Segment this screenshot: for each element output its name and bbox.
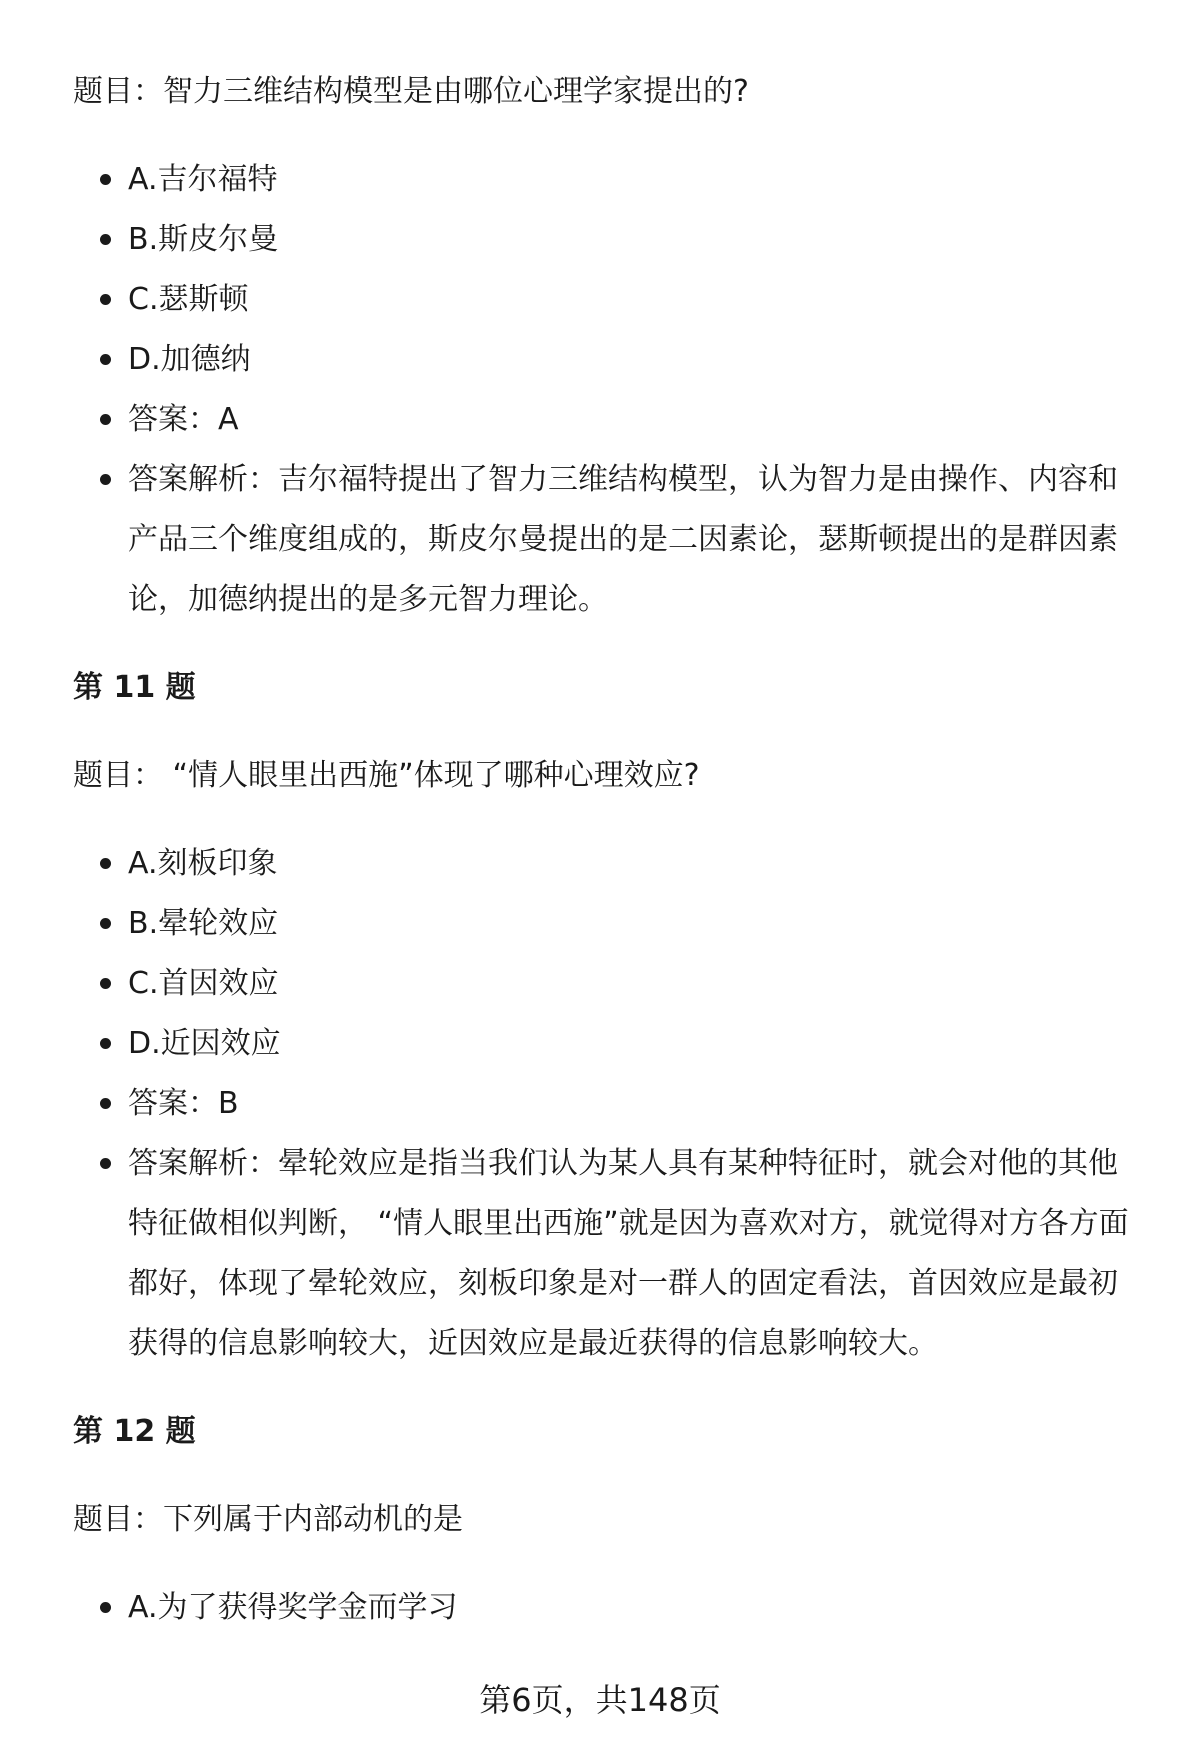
answer: 答案：B <box>73 1074 1143 1134</box>
question-heading: 第 11 题 <box>73 670 196 705</box>
answer-explanation: 答案解析：吉尔福特提出了智力三维结构模型，认为智力是由操作、内容和产品三个维度组成的，斯皮尔曼提出的是二因素论，瑟斯顿提出的是群因素论，加德纳提出的是多元智力理论。 <box>73 450 1143 630</box>
answer: 答案：A <box>73 390 1143 450</box>
option-d: D.加德纳 <box>73 330 1143 390</box>
page-number-footer: 第6页，共148页 <box>479 1681 721 1719</box>
question-heading: 第 12 题 <box>73 1414 196 1449</box>
question-block-12 <box>73 1402 1143 1638</box>
option-b: B.晕轮效应 <box>73 894 1143 954</box>
question-text: 题目：智力三维结构模型是由哪位心理学家提出的? <box>73 74 749 109</box>
question-block-10 <box>73 62 1143 630</box>
option-d: D.近因效应 <box>73 1014 1143 1074</box>
question-text: 题目：下列属于内部动机的是 <box>73 1502 463 1537</box>
question-block-11 <box>73 658 1143 1374</box>
option-a: A.吉尔福特 <box>73 150 1143 210</box>
option-a: A.为了获得奖学金而学习 <box>73 1578 1143 1638</box>
question-text: 题目： “情人眼里出西施”体现了哪种心理效应? <box>73 758 700 793</box>
option-c: C.瑟斯顿 <box>73 270 1143 330</box>
answer-explanation: 答案解析：晕轮效应是指当我们认为某人具有某种特征时，就会对他的其他特征做相似判断， “情人眼里出西施”就是因为喜欢对方，就觉得对方各方面都好，体现了晕轮效应，刻板印象是对一群人的固定看法，首因效应是最初获得的信息影响较大，近因效应是最近获得的信息影响较大。 <box>73 1134 1143 1374</box>
option-c: C.首因效应 <box>73 954 1143 1014</box>
option-b: B.斯皮尔曼 <box>73 210 1143 270</box>
option-list <box>73 834 1143 1374</box>
option-list <box>73 1578 1143 1638</box>
option-a: A.刻板印象 <box>73 834 1143 894</box>
page-content <box>73 62 1143 1638</box>
option-list <box>73 150 1143 630</box>
